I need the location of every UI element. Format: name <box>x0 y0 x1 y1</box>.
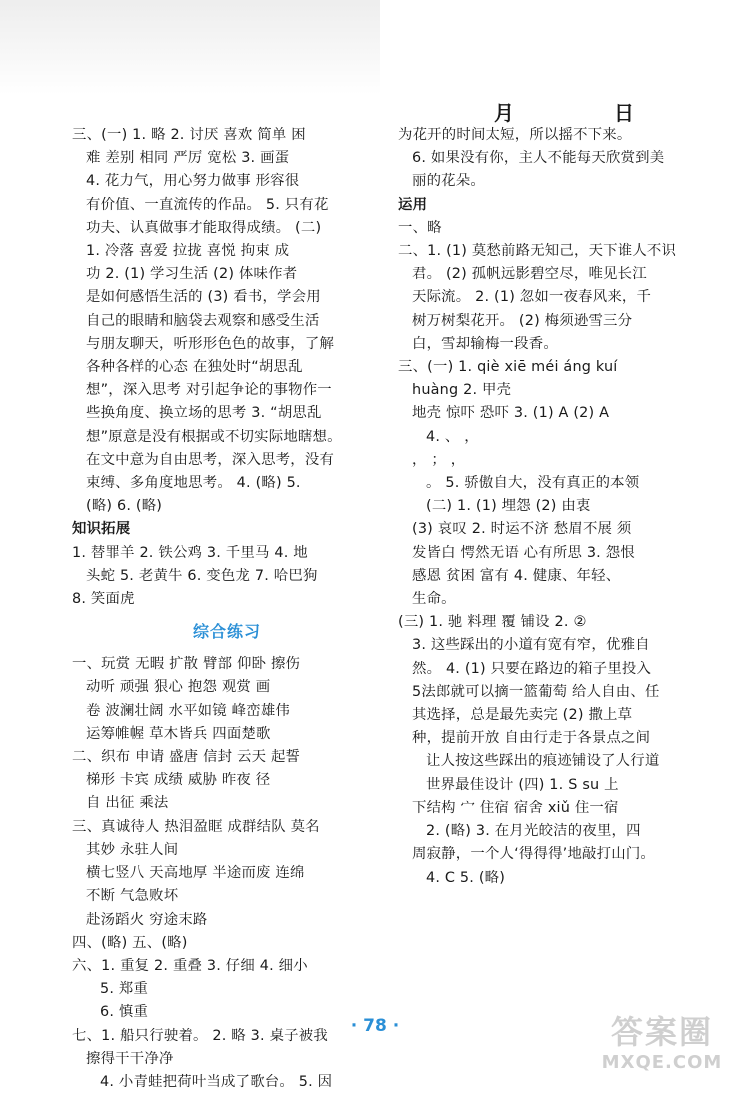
month-label: 月 <box>494 101 514 125</box>
answer-line: 想”，深入思考 对引起争论的事物作一 <box>86 382 332 399</box>
page-number: · 78 · <box>350 1016 400 1036</box>
left-column <box>72 124 382 1094</box>
answer-line: 丽的花朵。 <box>412 173 485 190</box>
answer-line: 各种各样的心态 在独处时“胡思乱 <box>86 359 303 376</box>
answer-line: 赴汤蹈火 穷途末路 <box>86 911 208 928</box>
answer-line: 梯形 卡宾 成绩 威胁 昨夜 径 <box>86 772 271 789</box>
answer-line: 束缚、多角度地思考。 4. (略) 5. <box>86 475 301 492</box>
answer-line: 2. (略) 3. 在月光皎洁的夜里，四 <box>426 823 641 840</box>
answer-line: 4. 花力气，用心努力做事 形容很 <box>86 173 300 190</box>
answer-line: (3) 哀叹 2. 时运不济 愁眉不展 须 <box>412 521 632 538</box>
answer-line: 。 5. 骄傲自大，没有真正的本领 <box>426 475 640 492</box>
answer-line: 七、1. 船只行驶着。 2. 略 3. 桌子被我 <box>72 1027 328 1044</box>
answer-line: 4. 小青蛙把荷叶当成了歌台。 5. 因 <box>100 1073 333 1090</box>
answer-line: 然。 4. (1) 只要在路边的箱子里投入 <box>412 660 652 677</box>
answer-line: 5法郎就可以摘一篮葡萄 给人自由、任 <box>412 683 660 700</box>
answer-line: 白，雪却输梅一段香。 <box>412 335 558 352</box>
answer-line: 一、略 <box>398 219 442 236</box>
answer-line: 动听 顽强 狠心 抱怨 观赏 画 <box>86 679 271 696</box>
answer-line: 下结构 宀 住宿 宿舍 xiǔ 住一宿 <box>412 799 619 816</box>
answer-line: 感恩 贫困 富有 4. 健康、年轻、 <box>412 567 621 584</box>
answer-line: 其妙 永驻人间 <box>86 841 179 858</box>
answer-line: 三、(一) 1. 略 2. 讨厌 喜欢 简单 困 <box>72 127 306 143</box>
watermark-logo <box>582 1013 742 1083</box>
answer-line: 天际流。 2. (1) 忽如一夜春风来，千 <box>412 289 652 306</box>
answer-line: (三) 1. 驰 料理 覆 铺设 2. ② <box>398 614 587 631</box>
answer-line: 四、(略) 五、(略) <box>72 934 188 951</box>
answer-line: 在文中意为自由思考，深入思考，没有 <box>86 451 335 468</box>
answer-line: 二、1. (1) 莫愁前路无知己，天下谁人不识 <box>398 243 677 260</box>
answer-line: (二) 1. (1) 埋怨 (2) 由衷 <box>426 498 591 515</box>
answer-line: 3. 这些踩出的小道有宽有窄，优雅自 <box>412 637 650 654</box>
answer-line: ， ； ， <box>412 451 466 468</box>
answer-line: 功夫、认真做事才能取得成绩。 (二) <box>86 219 322 236</box>
answer-line: (略) 6. (略) <box>86 498 163 515</box>
day-label: 日 <box>614 101 634 125</box>
answer-line: 种，提前开放 自由行走于各景点之间 <box>412 730 651 747</box>
answer-line: 横七竖八 天高地厚 半途而废 连绵 <box>86 865 305 882</box>
answer-line: 8. 笑面虎 <box>72 591 135 608</box>
answer-line: 运筹帷幄 草木皆兵 四面楚歌 <box>86 725 271 742</box>
answer-line: 三、真诚待人 热泪盈眶 成群结队 莫名 <box>72 818 320 835</box>
answer-line: 六、1. 重复 2. 重叠 3. 仔细 4. 细小 <box>72 957 308 974</box>
answer-line: 想”原意是没有根据或不切实际地瞎想。 <box>86 428 342 445</box>
answer-line: 让人按这些踩出的痕迹铺设了人行道 <box>426 753 660 770</box>
right-column <box>398 124 716 890</box>
answer-line: 4. 、 ， <box>426 428 479 445</box>
section-title-comprehensive: 综合练习 <box>192 622 261 642</box>
answer-line: 树万树梨花开。 (2) 梅须逊雪三分 <box>412 312 633 329</box>
section-heading-usage: 运用 <box>398 196 428 213</box>
answer-line: 二、织布 申请 盛唐 信封 云天 起誓 <box>72 749 301 766</box>
answer-line: 世界最佳设计 (四) 1. S su 上 <box>426 776 619 793</box>
answer-line: 自 出征 乘法 <box>86 795 169 812</box>
answer-line: 自己的眼睛和脑袋去观察和感受生活 <box>86 312 320 329</box>
answer-line: 地壳 惊吓 恐吓 3. (1) A (2) A <box>412 405 610 422</box>
answer-line: huàng 2. 甲壳 <box>412 382 512 399</box>
answer-line: 擦得干干净净 <box>86 1050 174 1067</box>
answer-line: 有价值、一直流传的作品。 5. 只有花 <box>86 196 329 213</box>
answer-line: 卷 波澜壮阔 水平如镜 峰峦雄伟 <box>86 702 291 719</box>
answer-line: 周寂静，一个人‘得得得’地敲打山门。 <box>412 846 655 863</box>
answer-line: 1. 替罪羊 2. 铁公鸡 3. 千里马 4. 地 <box>72 544 308 561</box>
answer-line: 些换角度、换立场的思考 3. “胡思乱 <box>86 405 322 422</box>
answer-line: 生命。 <box>412 591 456 608</box>
answer-line: 发皆白 愕然无语 心有所思 3. 怨恨 <box>412 544 635 561</box>
section-heading-knowledge: 知识拓展 <box>72 521 131 538</box>
answer-line: 为花开的时间太短，所以摇不下来。 <box>398 127 632 143</box>
answer-line: 是如何感悟生活的 (3) 看书，学会用 <box>86 289 321 306</box>
scan-smudge <box>0 0 380 95</box>
answer-line: 难 差别 相同 严厉 宽松 3. 画蛋 <box>86 150 290 167</box>
answer-line: 三、(一) 1. qiè xiē méi áng kuí <box>398 359 618 376</box>
watermark-line2: MXQE.COM <box>601 1052 723 1073</box>
watermark-line1: 答案圈 <box>610 1013 713 1051</box>
answer-line: 5. 郑重 <box>100 981 149 998</box>
answer-line: 君。 (2) 孤帆远影碧空尽，唯见长江 <box>412 266 647 283</box>
answer-line: 1. 冷落 喜爱 拉拢 喜悦 拘束 成 <box>86 243 290 260</box>
answer-line: 6. 慎重 <box>100 1004 149 1021</box>
answer-line: 与朋友聊天，听形形色色的故事，了解 <box>86 335 335 352</box>
date-header <box>490 97 650 127</box>
answer-line: 一、玩赏 无暇 扩散 臂部 仰卧 擦伤 <box>72 656 301 673</box>
answer-line: 不断 气急败坏 <box>86 888 179 905</box>
answer-line: 头蛇 5. 老黄牛 6. 变色龙 7. 哈巴狗 <box>86 567 318 584</box>
answer-line: 4. C 5. (略) <box>426 869 506 886</box>
answer-line: 功 2. (1) 学习生活 (2) 体味作者 <box>86 266 298 283</box>
answer-line: 6. 如果没有你，主人不能每天欣赏到美 <box>412 150 665 167</box>
answer-line: 其选择，总是最先卖完 (2) 撒上草 <box>412 707 633 724</box>
